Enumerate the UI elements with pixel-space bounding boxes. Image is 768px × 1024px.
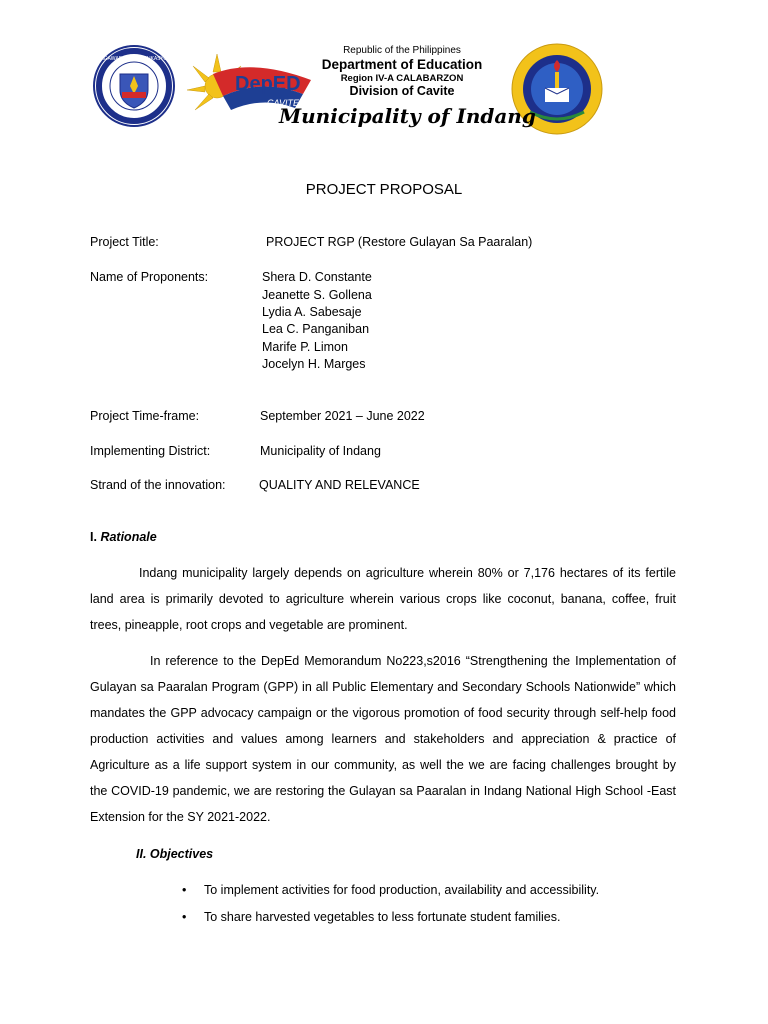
rationale-p2-line: production activities and values among learners and stakeholders and appreciation & practice of: [90, 732, 676, 746]
rationale-p1-line: land area is primarily devoted to agriculture wherein various crops like coconut, banana, coffee, fruit: [90, 592, 676, 606]
rationale-p2-line: Gulayan sa Paaralan Program (GPP) in all Public Elementary and Secondary Schools Nationwide” which: [90, 680, 676, 694]
project-title-label: Project Title:: [90, 235, 159, 249]
strand-value: QUALITY AND RELEVANCE: [259, 478, 420, 492]
timeframe-value: September 2021 – June 2022: [260, 409, 425, 423]
bullet-icon: •: [182, 883, 187, 897]
proponent-name: Jocelyn H. Marges: [262, 357, 366, 371]
header-republic: Republic of the Philippines: [343, 45, 461, 56]
rationale-p2-line: In reference to the DepEd Memorandum No223,s2016 “Strengthening the Implementation of: [150, 654, 676, 668]
bullet-icon: •: [182, 910, 187, 924]
proponent-name: Marife P. Limon: [262, 340, 348, 354]
header-department: Department of Education: [321, 57, 483, 72]
objective-item: To implement activities for food production, availability and accessibility.: [204, 883, 600, 897]
rationale-p2-line: Extension for the SY 2021-2022.: [90, 810, 271, 824]
strand-label: Strand of the innovation:: [90, 478, 226, 492]
district-label: Implementing District:: [90, 444, 211, 458]
page-title: PROJECT PROPOSAL: [305, 181, 463, 198]
svg-text:KAGAWARAN NG EDUKASYON: KAGAWARAN NG EDUKASYON: [97, 56, 171, 62]
project-title-value: PROJECT RGP (Restore Gulayan Sa Paaralan): [266, 235, 533, 249]
objectives-heading: II. Objectives: [136, 847, 214, 861]
rationale-heading: [90, 530, 157, 544]
proponent-name: Lydia A. Sabesaje: [262, 305, 362, 319]
rationale-p1-line: trees, pineapple, root crops and vegetable are prominent.: [90, 618, 408, 632]
proponent-name: Shera D. Constante: [262, 270, 372, 284]
proponents-label: Name of Proponents:: [90, 270, 209, 284]
header-division: Division of Cavite: [349, 84, 455, 98]
proponent-name: Lea C. Panganiban: [262, 322, 370, 336]
deped-logo-sub: CAVITE: [267, 98, 300, 108]
rationale-p1-line: Indang municipality largely depends on agriculture wherein 80% or 7,176 hectares of its fertile: [139, 566, 676, 580]
proponent-name: Jeanette S. Gollena: [262, 288, 372, 302]
header-municipality: Municipality of Indang: [279, 104, 536, 128]
rationale-p2-line: mandates the GPP advocacy campaign or the vigorous promotion of food security through self-help food: [90, 706, 676, 720]
rationale-p2-line: Agriculture as a life support system in our community, as well the we are facing challenges brought by: [90, 758, 676, 772]
rationale-heading-number: I.: [90, 530, 97, 544]
rationale-heading-text: Rationale: [100, 530, 157, 544]
deped-seal-logo: [92, 44, 176, 128]
header-region: Region IV-A CALABARZON: [340, 73, 464, 84]
deped-logo-wordmark: DepED: [235, 73, 301, 95]
objective-item: To share harvested vegetables to less fortunate student families.: [204, 910, 561, 924]
timeframe-label: Project Time-frame:: [90, 409, 200, 423]
district-value: Municipality of Indang: [260, 444, 381, 458]
rationale-p2-line: the COVID-19 pandemic, we are restoring the Gulayan sa Paaralan in Indang National High School -East: [90, 784, 676, 798]
